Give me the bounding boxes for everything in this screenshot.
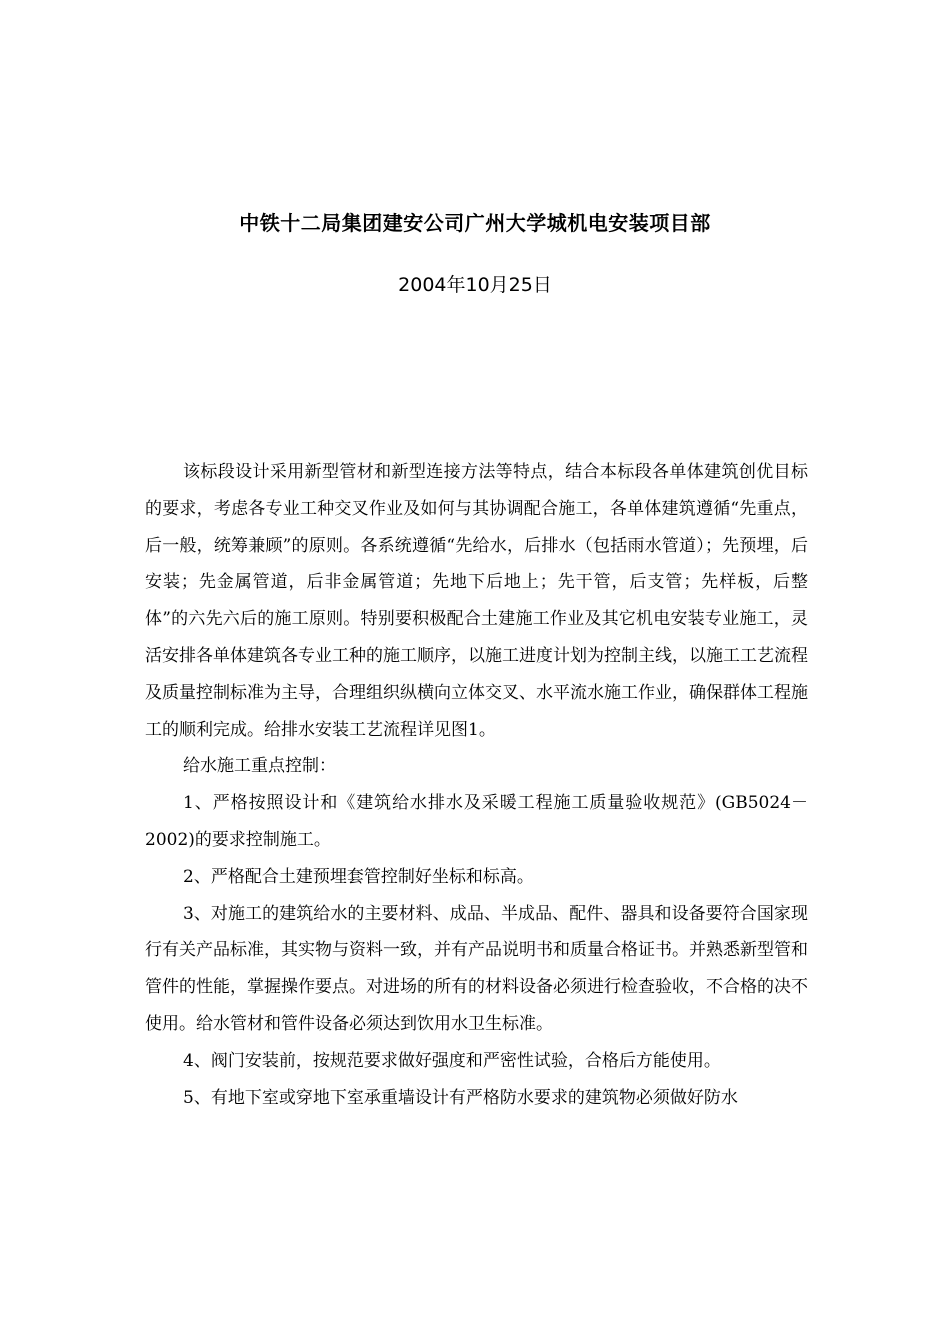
paragraph-item-1: 1、严格按照设计和《建筑给水排水及采暖工程施工质量验收规范》(GB5024－2002)的要求控制施工。 — [145, 793, 808, 850]
paragraph-item-4: 4、阀门安装前，按规范要求做好强度和严密性试验，合格后方能使用。 — [183, 1050, 721, 1071]
paragraph-item-2: 2、严格配合土建预埋套管控制好坐标和标高。 — [183, 866, 534, 887]
paragraph-overview: 该标段设计采用新型管材和新型连接方法等特点，结合本标段各单体建筑创优目标的要求，考虑各专业工种交叉作业及如何与其协调配合施工，各单体建筑遵循“先重点，后一般，统筹兼顾”的原则。各系统遵循“先给水，后排水（包括雨水管道）；先预埋，后安装；先金属管道，后非金属管道；先地下后地上；先干管，后支管；先样板，后整体”的六先六后的施工原则。特别要积极配合土建施工作业及其它机电安装专业施工，灵活安排各单体建筑各专业工种的施工顺序，以施工进度计划为控制主线，以施工工艺流程及质量控制标准为主导，合理组织纵横向立体交叉、水平流水施工作业，确保群体工程施工的顺利完成。给排水安装工艺流程详见图1。 — [145, 462, 808, 740]
document-date: 2004年10月25日 — [398, 274, 552, 296]
paragraph-section-heading: 给水施工重点控制： — [183, 756, 336, 777]
organization-title: 中铁十二局集团建安公司广州大学城机电安装项目部 — [239, 211, 711, 235]
paragraph-item-3: 3、对施工的建筑给水的主要材料、成品、半成品、配件、器具和设备要符合国家现行有关产品标准，其实物与资料一致，并有产品说明书和质量合格证书。并熟悉新型管和管件的性能，掌握操作要点。对进场的所有的材料设备必须进行检查验收，不合格的决不使用。给水管材和管件设备必须达到饮用水卫生标准。 — [145, 903, 808, 1034]
document-body — [145, 454, 808, 1116]
paragraph-item-5: 5、有地下室或穿地下室承重墙设计有严格防水要求的建筑物必须做好防水 — [183, 1087, 738, 1108]
